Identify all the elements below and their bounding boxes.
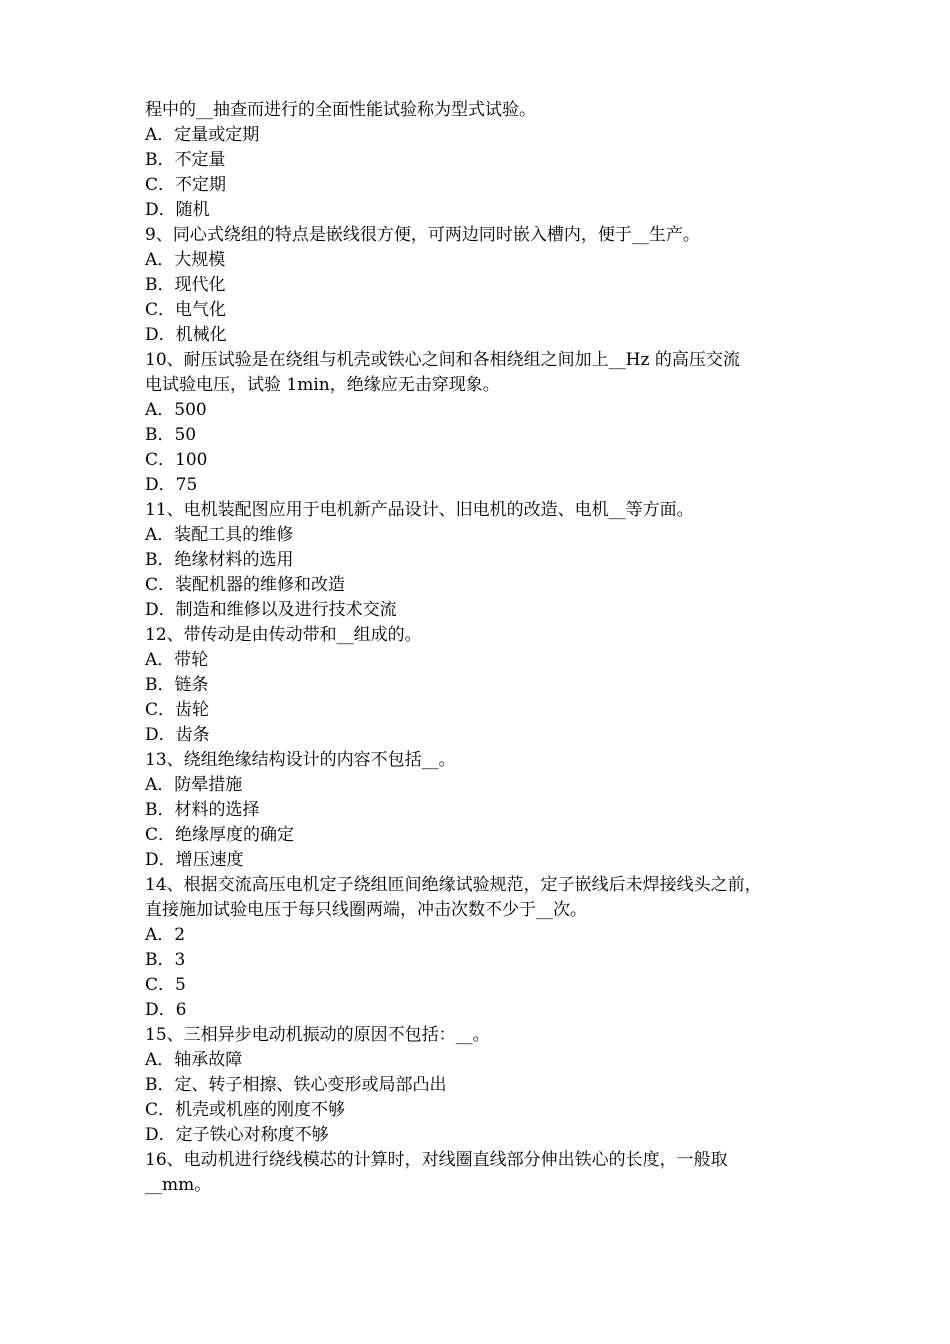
q10-option-b: B．50 [145, 425, 197, 445]
q14-option-b: B．3 [145, 950, 186, 970]
question-14: 14、根据交流高压电机定子绕组匝间绝缘试验规范，定子嵌线后未焊接线头之前， [145, 875, 762, 895]
q10-option-c: C．100 [145, 450, 208, 470]
question-10-continuation: 电试验电压，试验 1min，绝缘应无击穿现象。 [145, 375, 500, 395]
q8-option-a: A．定量或定期 [145, 125, 260, 145]
q12-option-d: D．齿条 [145, 725, 210, 745]
q15-option-d: D．定子铁心对称度不够 [145, 1125, 329, 1145]
q8-option-b: B．不定量 [145, 150, 226, 170]
q12-option-c: C．齿轮 [145, 700, 210, 720]
q8-option-d: D．随机 [145, 200, 210, 220]
question-9: 9、同心式绕组的特点是嵌线很方便，可两边同时嵌入槽内，便于__生产。 [145, 225, 700, 245]
q10-option-a: A．500 [145, 400, 207, 420]
q15-option-b: B．定、转子相擦、铁心变形或局部凸出 [145, 1075, 447, 1095]
question-8-continuation: 程中的__抽查而进行的全面性能试验称为型式试验。 [145, 100, 536, 120]
question-10: 10、耐压试验是在绕组与机壳或铁心之间和各相绕组之间加上__Hz 的高压交流 [145, 350, 740, 370]
q9-option-d: D．机械化 [145, 325, 227, 345]
q9-option-b: B．现代化 [145, 275, 226, 295]
q13-option-b: B．材料的选择 [145, 800, 260, 820]
q14-option-d: D．6 [145, 1000, 187, 1020]
q13-option-c: C．绝缘厚度的确定 [145, 825, 295, 845]
q14-option-a: A．2 [145, 925, 186, 945]
question-15: 15、三相异步电动机振动的原因不包括：__。 [145, 1025, 490, 1045]
q9-option-a: A．大规模 [145, 250, 226, 270]
q8-option-c: C．不定期 [145, 175, 227, 195]
q11-option-b: B．绝缘材料的选用 [145, 550, 294, 570]
q13-option-d: D．增压速度 [145, 850, 244, 870]
question-12: 12、带传动是由传动带和__组成的。 [145, 625, 422, 645]
q12-option-a: A．带轮 [145, 650, 209, 670]
question-16: 16、电动机进行绕线模芯的计算时，对线圈直线部分伸出铁心的长度，一般取 [145, 1150, 728, 1170]
question-13: 13、绕组绝缘结构设计的内容不包括__。 [145, 750, 456, 770]
question-11: 11、电机装配图应用于电机新产品设计、旧电机的改造、电机__等方面。 [145, 500, 694, 520]
q13-option-a: A．防晕措施 [145, 775, 243, 795]
q15-option-c: C．机壳或机座的刚度不够 [145, 1100, 346, 1120]
document-page [145, 98, 825, 1198]
question-16-continuation: __mm。 [145, 1175, 212, 1195]
q9-option-c: C．电气化 [145, 300, 227, 320]
q14-option-c: C．5 [145, 975, 186, 995]
q11-option-d: D．制造和维修以及进行技术交流 [145, 600, 397, 620]
q15-option-a: A．轴承故障 [145, 1050, 243, 1070]
q10-option-d: D．75 [145, 475, 198, 495]
q11-option-c: C．装配机器的维修和改造 [145, 575, 346, 595]
question-14-continuation: 直接施加试验电压于每只线圈两端，冲击次数不少于__次。 [145, 900, 587, 920]
q11-option-a: A．装配工具的维修 [145, 525, 294, 545]
q12-option-b: B．链条 [145, 675, 209, 695]
